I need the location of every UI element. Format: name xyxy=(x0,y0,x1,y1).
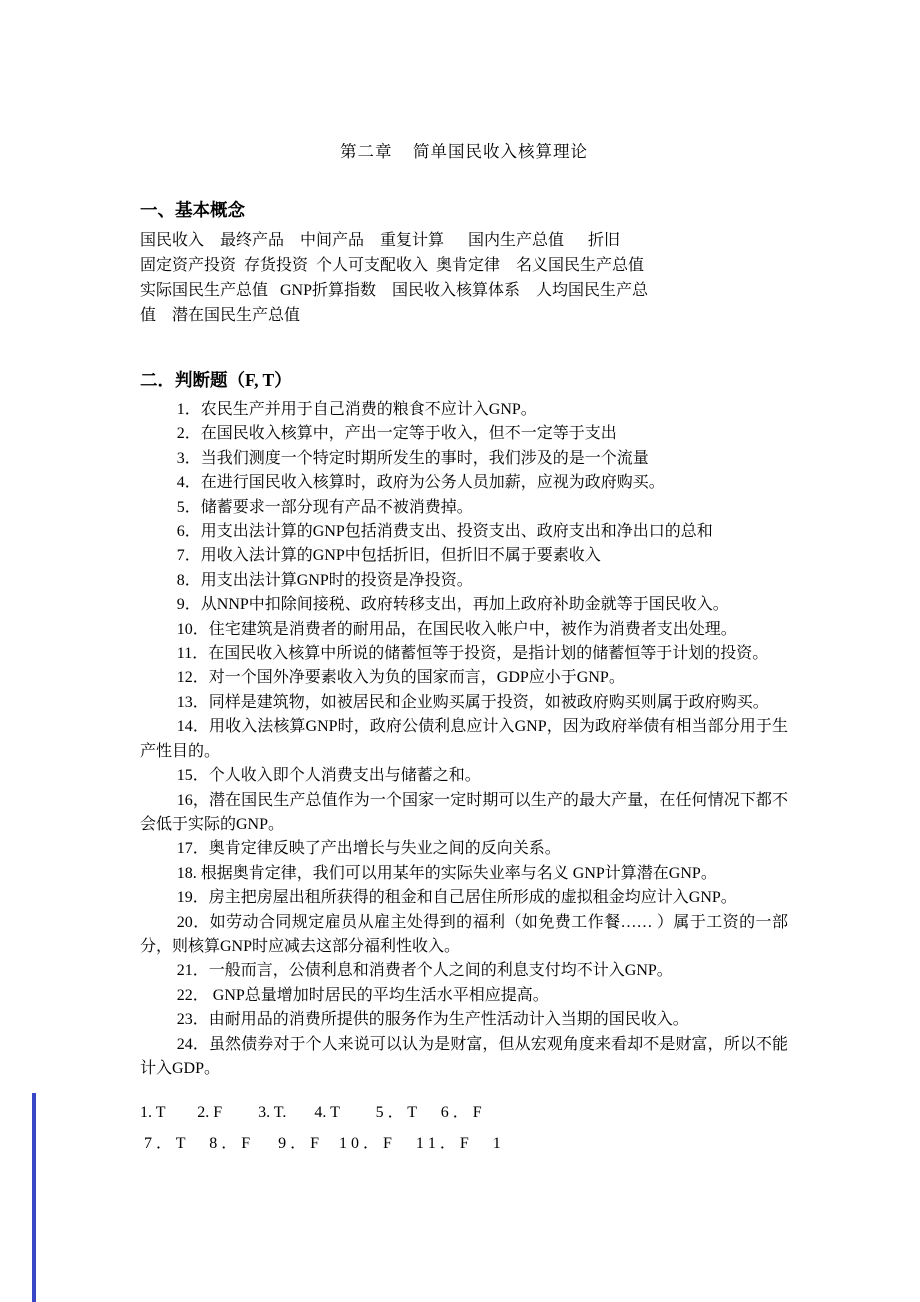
judgment-item: 12．对一个国外净要素收入为负的国家而言，GDP应小于GNP。 xyxy=(176,669,625,687)
judgment-item: 5．储蓄要求一部分现有产品不被消费掉。 xyxy=(176,498,473,516)
judgment-item: 24．虽然债券对于个人来说可以认为是财富，但从宏观角度来看却不是财富，所以不能计入GDP。 xyxy=(140,1035,788,1077)
judgment-item: 1．农民生产并用于自己消费的粮食不应计入GNP。 xyxy=(176,401,537,418)
judgment-item: 13．同样是建筑物，如被居民和企业购买属于投资，如被政府购买则属于政府购买。 xyxy=(176,693,769,711)
judgment-item: 7．用收入法计算的GNP中包括折旧，但折旧不属于要素收入 xyxy=(176,547,601,565)
judgment-item: 20．如劳动合同规定雇员从雇主处得到的福利（如免费工作餐…… ）属于工资的一部分，则核算GNP时应减去这部分福利性收入。 xyxy=(140,913,788,955)
section-judgments xyxy=(140,368,788,1081)
judgment-item: 9．从NNP中扣除间接税、政府转移支出，再加上政府补助金就等于国民收入。 xyxy=(176,596,729,614)
answers-block xyxy=(140,1097,788,1159)
judgment-item: 4．在进行国民收入核算时，政府为公务人员加薪，应视为政府购买。 xyxy=(176,474,665,492)
concept-line: 国民收入 最终产品 中间产品 重复计算 国内生产总值 折旧 xyxy=(140,232,621,249)
answer-line: 1. T 2. F 3. T. 4. T 5 ． T 6 ． F xyxy=(140,1104,482,1122)
answer-line: 7 ． T 8 ． F 9 ． F 1 0 ． F 1 1 ． F 1 xyxy=(140,1135,501,1153)
judgment-item: 18. 根据奥肯定律，我们可以用某年的实际失业率与名义 GNP计算潜在GNP。 xyxy=(176,864,717,882)
concept-line: 值 潜在国民生产总值 xyxy=(140,307,301,324)
judgment-item: 22． GNP总量增加时居民的平均生活水平相应提高。 xyxy=(176,986,549,1004)
judgment-item: 15．个人收入即个人消费支出与储蓄之和。 xyxy=(176,767,481,785)
judgment-item: 2．在国民收入核算中，产出一定等于收入，但不一定等于支出 xyxy=(176,425,617,443)
chapter-title: 第二章 简单国民收入核算理论 xyxy=(340,142,588,161)
concept-line: 实际国民生产总值 GNP折算指数 国民收入核算体系 人均国民生产总 xyxy=(140,282,649,299)
judgment-item: 11．在国民收入核算中所说的储蓄恒等于投资，是指计划的储蓄恒等于计划的投资。 xyxy=(176,645,769,663)
judgment-item: 8．用支出法计算GNP时的投资是净投资。 xyxy=(176,571,473,589)
judgment-item: 21．一般而言，公债利息和消费者个人之间的利息支付均不计入GNP。 xyxy=(176,962,673,980)
judgment-item: 3．当我们测度一个特定时期所发生的事时，我们涉及的是一个流量 xyxy=(176,449,649,467)
section-concepts xyxy=(140,198,788,328)
judgment-item: 17．奥肯定律反映了产出增长与失业之间的反向关系。 xyxy=(176,840,561,858)
judgment-item: 6．用支出法计算的GNP包括消费支出、投资支出、政府支出和净出口的总和 xyxy=(176,523,713,541)
concept-line: 固定资产投资 存货投资 个人可支配收入 奥肯定律 名义国民生产总值 xyxy=(140,257,645,274)
judgment-item: 19．房主把房屋出租所获得的租金和自己居住所形成的虚拟租金均应计入GNP。 xyxy=(176,889,737,907)
judgment-item: 23．由耐用品的消费所提供的服务作为生产性活动计入当期的国民收入。 xyxy=(176,1011,689,1029)
page-content xyxy=(140,140,788,1159)
judgment-item: 14．用收入法核算GNP时，政府公债利息应计入GNP，因为政府举债有相当部分用于生产性目的。 xyxy=(140,718,788,760)
judgment-item: 16，潜在国民生产总值作为一个国家一定时期可以生产的最大产量，在任何情况下都不会低于实际的GNP。 xyxy=(140,791,788,833)
section-heading-concepts: 一、基本概念 xyxy=(140,200,245,220)
scan-margin-line xyxy=(32,1093,36,1302)
judgment-item: 10．住宅建筑是消费者的耐用品，在国民收入帐户中，被作为消费者支出处理。 xyxy=(176,620,737,638)
section-heading-judgments: 二．判断题（F, T） xyxy=(140,370,292,390)
